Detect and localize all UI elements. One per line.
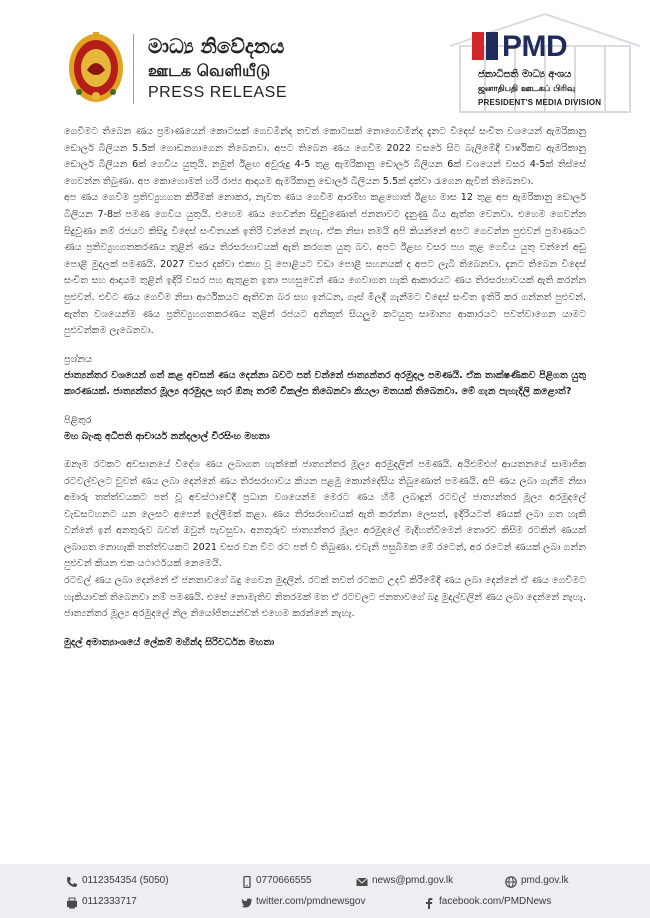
fax-number[interactable]: 0112333717 [82, 896, 137, 907]
header-divider [133, 34, 134, 104]
paragraph-1: ගෙවීමට තිබෙන ණය ප්‍රමාණයෙන් කොටසක් ගෙවමින්ද තවත් කොටසක් නොගෙවමින්ද දැනට විදෙස් සංචිත වශයෙන් ඇමරිකානු ඩොලර් බිලියන 5.5ක් ගොඩනගාගෙන තිබෙනවා. අපට තිබෙන ණය ගෙවීම 2022 වසරේ සිට බැලිමේදී වාර්ෂිකව ඇමරිකානු ඩොලර් බිලියන 6ක් ගෙවිය යුතුයි. නමුත් ඊළඟ අවුරුදු 4-5 තුළ ඇමරිකානු ඩොලර් බිලියන 6ක් වශයෙන් වසර 4-5ක් තිස්සේ ගෙවන්න තිබුණා. අප කොහොමත් හරි රාජ්‍ය ආදායම ඇමරිකානු ඩොලර් බිලියන 5.5ක් දක්වා රැගෙන ඇවිත් තිබෙනවා. [64, 126, 586, 187]
pmd-logo-text: PMD [502, 30, 568, 63]
globe-icon [505, 876, 517, 888]
title-english: PRESS RELEASE [148, 84, 287, 101]
mobile-number[interactable]: 0770666555 [256, 875, 312, 886]
paragraph-4: රටවල් ණය ලබා දෙන්නේ ඒ ජනතාවගේ බදු ගෙවන මුදලින්. රටක් තවත් රටකට උදව් කිරීමේදී ණය ලබා දෙන්නේ ඒ ණය ගෙවීමට හැකියාවක් තිබෙනවා නම් පමණයි. එසේ නොමැතිව නිතරමක් මත ඒ රටවලට ජනතාවගේ බදු මුදල්වලින් ණය ලබා දෙන්නේ නැහැ. ජාත්‍යන්තර මූල්‍ය අරමුදලේ නිල නියෝජිතයන්වත් එහෙම කරන්නේ නැහැ. [64, 575, 586, 620]
question-label: ප්‍රශ්නය [64, 353, 93, 365]
question-text: ජාත්‍යන්තර වශයෙන් ගත් කළ අවසන් ණය දෙන්නා බවට පත් වන්නේ ජාත්‍යන්තර අරමුදල පමණයි. ඒක තාක්ෂණිකව පිළිගත යුතු කාරණයක්. ජාත්‍යන්තර මූල්‍ය අරමුදල හැර ඕනෑ තරම් විකල්ප තිබෙනවා කියලා මතයක් තිබෙනවා. මේ ගැන පැහැදිලි කළොත්? [64, 369, 586, 398]
website-link[interactable]: pmd.gov.lk [521, 875, 569, 886]
pmd-mark-icon [472, 32, 498, 60]
phone-number[interactable]: 0112354354 (5050) [82, 875, 169, 886]
answer-label: පිළිතුර [64, 414, 92, 426]
org-name-tamil: ஜனாதிபதி ஊடகப் பிரிவு [478, 84, 576, 94]
page-header [0, 0, 650, 120]
org-name-english: PRESIDENT'S MEDIA DIVISION [478, 98, 602, 107]
title-tamil: ஊடக வெளியீடு [148, 61, 271, 80]
twitter-link[interactable]: twitter.com/pmdnewsgov [256, 896, 366, 907]
phone-icon [66, 876, 78, 888]
fax-icon [66, 897, 78, 909]
facebook-link[interactable]: facebook.com/PMDNews [439, 896, 552, 907]
paragraph-2: අප ණය ගෙවීම ප්‍රතිව්‍යුහගත කිරීමක් නොකර, නැවත ණය ගෙවීම ආරම්භ කළහොත් ඊළඟ මාස 12 තුළ අප ඇමරිකානු ඩොලර් බිලියන 7-8ක් පමණ ගෙවිය යුතුයි. එහෙම ණය ගෙවන්න සිදුවුණොත් ජනතාවට දැනුණු බිය ඇත්ත වෙනවා. එහෙම ගෙවන්න සිදුවුණා නම් රජයට කිසිදු විදෙස් සංචිතයක් ඉතිරි වන්නේ නැහැ. ඒක නිසා තමයි අපි කියන්නේ අපට ගෙවන්න පුළුවන් ප්‍රමාණයට ණය ප්‍රතිව්‍යුහගතකරණය තුළින් ණය තිරසරභාවයක් ඇති කරගත යුතු බව. අපට ඊළඟ වසර පහ තුළ ගෙවිය යුතු වන්නේ අඩු පොළී මුදලක් පමණයි. 2027 වසර දක්වා එකහ වූ පොළියට වඩා පොළී සහනයක් ද අපට ලැබී තිබෙනවා. දැනට තිබෙන විදෙස් සංචිත සහ ආදායම තුළින් ඉදිරි වසර පහ ඇතුළත ඉතා පහසුවෙන් ණය ගෙවාගත හැකි ආකාරයට ණය තිරසරභාවයක් ඇති කරන්න පුළුවන්. එවිට ණය ගෙවීම නිසා ආර්ථිකයට ඇතිවන බර සහ ඉන්ධන, ගෑස් මිලදී ගැනීමට විදෙස් සංචිත ඉතිරි කර ගන්නත් පුළුවන්. ඇත්ත වශයෙන්ම ණය ප්‍රතිව්‍යුහගතකරණය තුළින් රජයට අනිකුත් සියලුම කටයුතු සාමාන්‍ය ආකාරයට පවත්වාගෙන යාමට පුළුවන්කම ලැබෙනවා. [64, 192, 586, 337]
facebook-icon [423, 897, 435, 909]
twitter-icon [241, 897, 253, 909]
email-link[interactable]: news@pmd.gov.lk [372, 875, 454, 886]
paragraph-3: ඔනෑම රටකට අවසානයේ විදේශ ණය ලබාගත හැක්කේ ජාත්‍යන්තර මූල්‍ය අරමුදලින් පමණයි. අයිඑම්එෆ් ආයතනයේ සාමාජික රටවල්වලට වුවත් ණය ලබා දෙන්නේ ණය තිරසරභාවය කියන පළමු කොන්දේසිය තිබුණොත් පමණයි. අපි ණය ලබා ගැනීම නිසා අමාරු තත්ත්වයකට පත් වූ අවස්ථාවේදී ප්‍රධාන වශයෙන්ම මෙරට ණය හිමි ලබාදුන් රටවල් ජාත්‍යන්තර මූල්‍ය අරමුදලේ වැඩසටහනට යන ලෙසට අපෙන් ඉල්ලීමක් කළා. ණය තිරසරභාවයක් ඇති කරන්නා ලෙසත්, ඉදිරියටත් ණයක් ලබා ගත හැකි වන්නේ ඉන් අනතුරුව බවත් ඔවුන් පැවසුවා. අනතුරුව ජාත්‍යන්තර මූල්‍ය අරමුදලේ මැදිහත්වීමෙන් තොරව කිසිම රටකින් ණයක් ලබාගත නොහැකි තත්ත්වයකට 2021 වසර වන විට රට පත් වී තිබුණා. එවැනි පසුබිමක මේ රටෙන්, අර රටෙන් ණයක් ලබා ගන්න පුළුවන් කියන එක යථාර්ථයක් නෙමෙයි. [64, 458, 586, 570]
answer-speaker: මහ බැංකු අධිපති ආචාර්ය නන්දලාල් වීරසිංහ මහතා [64, 430, 270, 442]
contact-footer [0, 864, 650, 918]
second-speaker: මුදල් අමාත්‍යාංශයේ ලේකම් මහින්ද සිරිවර්ධන මහතා [64, 636, 275, 648]
title-sinhala: මාධ්‍ය නිවේදනය [148, 34, 285, 58]
mobile-icon [241, 876, 253, 888]
press-release-body [64, 124, 586, 651]
org-name-sinhala: ජනාධිපති මාධ්‍ය අංශය [478, 69, 572, 80]
mail-icon [356, 876, 368, 888]
national-emblem-icon [67, 30, 125, 104]
